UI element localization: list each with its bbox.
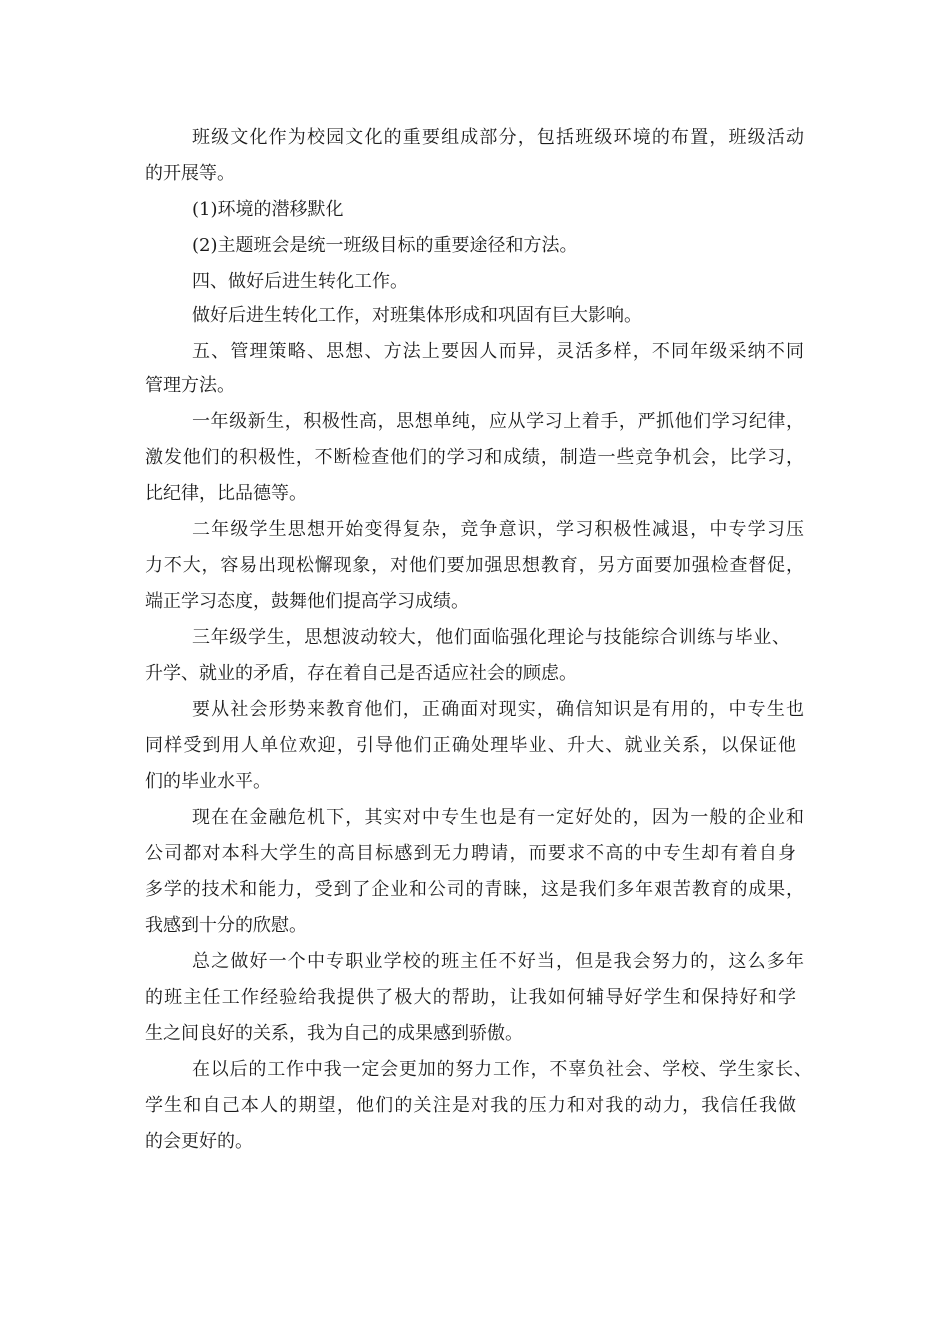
- paragraph-line: 班级文化作为校园文化的重要组成部分，包括班级环境的布置，班级活动: [192, 127, 804, 148]
- paragraph-line: 多学的技术和能力，受到了企业和公司的青睐，这是我们多年艰苦教育的成果，: [145, 879, 804, 900]
- paragraph-line: 二年级学生思想开始变得复杂，竞争意识，学习积极性减退，中专学习压: [192, 519, 804, 540]
- paragraph-line: 要从社会形势来教育他们，正确面对现实，确信知识是有用的，中专生也: [192, 699, 804, 720]
- paragraph-line: 的会更好的。: [145, 1131, 253, 1152]
- paragraph-line: 端正学习态度，鼓舞他们提高学习成绩。: [145, 591, 469, 612]
- paragraph-line: 做好后进生转化工作，对班集体形成和巩固有巨大影响。: [192, 305, 642, 326]
- paragraph-line: 在以后的工作中我一定会更加的努力工作，不辜负社会、学校、学生家长、: [192, 1059, 812, 1080]
- section-heading: 五、管理策略、思想、方法上要因人而异，灵活多样，不同年级采纳不同: [192, 341, 804, 362]
- paragraph-line: 三年级学生，思想波动较大，他们面临强化理论与技能综合训练与毕业、: [192, 627, 790, 648]
- paragraph-line: 学生和自己本人的期望，他们的关注是对我的压力和对我的动力，我信任我做: [145, 1095, 796, 1116]
- paragraph-line: (2)主题班会是统一班级目标的重要途径和方法。: [192, 235, 578, 256]
- paragraph-line: 一年级新生，积极性高，思想单纯，应从学习上着手，严抓他们学习纪律，: [192, 411, 804, 432]
- paragraph-line: 力不大，容易出现松懈现象，对他们要加强思想教育，另方面要加强检查督促，: [145, 555, 804, 576]
- paragraph-line: (1)环境的潜移默化: [192, 199, 344, 220]
- paragraph-line: 升学、就业的矛盾，存在着自己是否适应社会的顾虑。: [145, 663, 577, 684]
- paragraph-line: 的班主任工作经验给我提供了极大的帮助，让我如何辅导好学生和保持好和学: [145, 987, 796, 1008]
- paragraph-line: 总之做好一个中专职业学校的班主任不好当，但是我会努力的，这么多年: [192, 951, 804, 972]
- paragraph-line: 管理方法。: [145, 375, 235, 396]
- paragraph-line: 现在在金融危机下，其实对中专生也是有一定好处的，因为一般的企业和: [192, 807, 804, 828]
- paragraph-line: 公司都对本科大学生的高目标感到无力聘请，而要求不高的中专生却有着自身: [145, 843, 796, 864]
- paragraph-line: 们的毕业水平。: [145, 771, 271, 792]
- paragraph-line: 同样受到用人单位欢迎，引导他们正确处理毕业、升大、就业关系，以保证他: [145, 735, 796, 756]
- paragraph-line: 比纪律，比品德等。: [145, 483, 307, 504]
- paragraph-line: 生之间良好的关系，我为自己的成果感到骄傲。: [145, 1023, 523, 1044]
- paragraph-line: 激发他们的积极性，不断检查他们的学习和成绩，制造一些竞争机会，比学习，: [145, 447, 804, 468]
- section-heading: 四、做好后进生转化工作。: [192, 271, 408, 292]
- paragraph-line: 的开展等。: [145, 163, 235, 184]
- paragraph-line: 我感到十分的欣慰。: [145, 915, 307, 936]
